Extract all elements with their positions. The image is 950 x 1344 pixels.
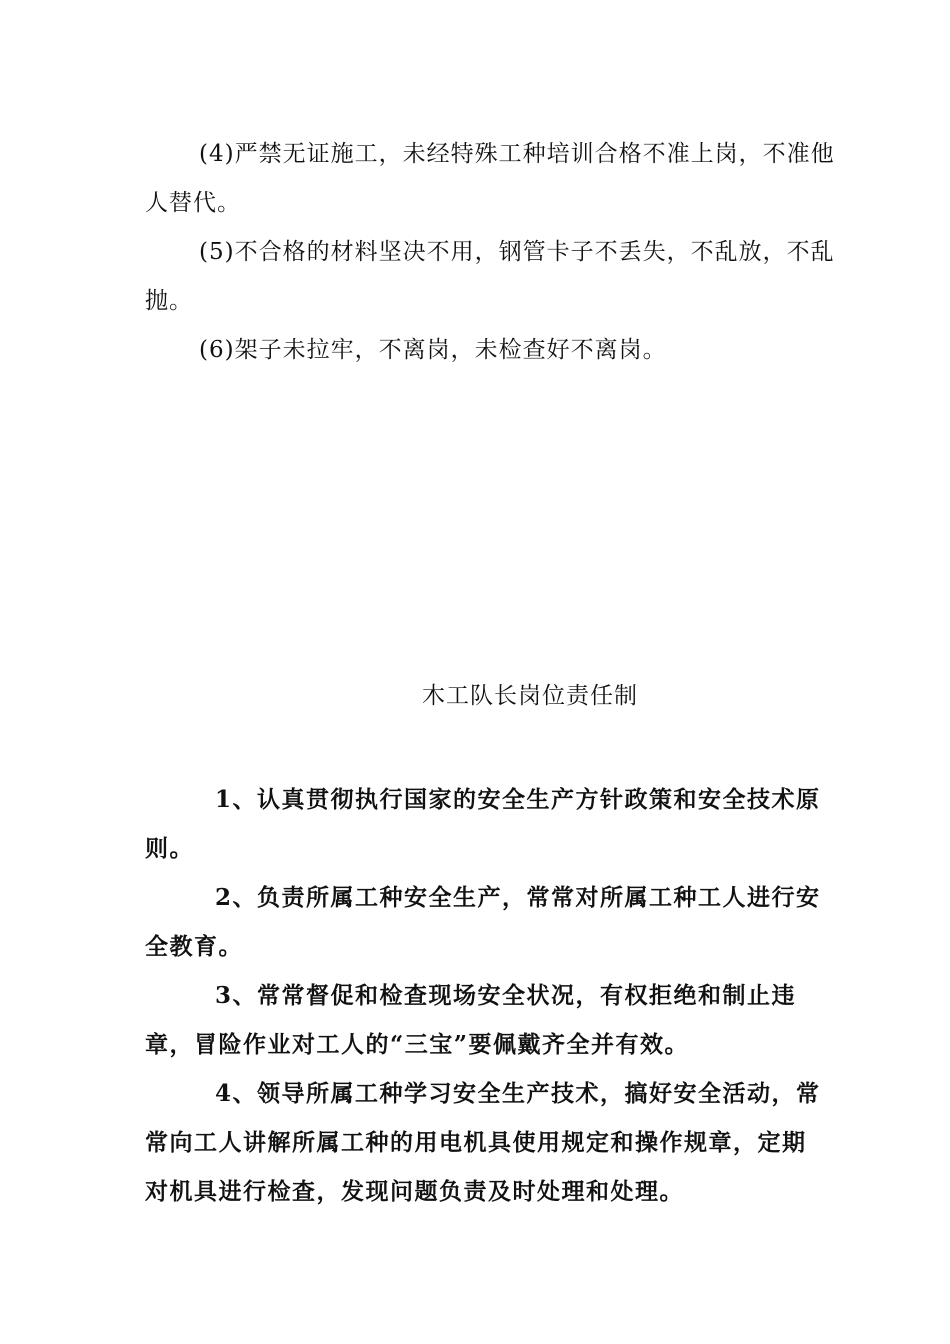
responsibility-item-1: 1、认真贯彻执行国家的安全生产方针政策和安全技术原则。 bbox=[145, 786, 821, 862]
rule-item-5: (5)不合格的材料坚决不用，钢管卡子不丢失，不乱放，不乱抛。 bbox=[145, 239, 835, 314]
responsibility-list bbox=[145, 775, 825, 1216]
responsibility-item-2: 2、负责所属工种安全生产，常常对所属工种工人进行安全教育。 bbox=[145, 884, 821, 960]
rule-item-6: (6)架子未拉牢，不离岗，未检查好不离岗。 bbox=[199, 337, 667, 363]
section-title: 木工队长岗位责任制 bbox=[422, 683, 638, 709]
responsibility-item-3: 3、常常督促和检查现场安全状况，有权拒绝和制止违章，冒险作业对工人的“三宝”要佩戴齐全并有效。 bbox=[145, 982, 797, 1058]
rules-list-top bbox=[145, 130, 835, 375]
rule-item-4: (4)严禁无证施工，未经特殊工种培训合格不准上岗，不准他人替代。 bbox=[145, 141, 835, 216]
responsibility-item-4: 4、领导所属工种学习安全生产技术，搞好安全活动，常常向工人讲解所属工种的用电机具使用规定和操作规章，定期对机具进行检查，发现问题负责及时处理和处理。 bbox=[145, 1080, 821, 1205]
